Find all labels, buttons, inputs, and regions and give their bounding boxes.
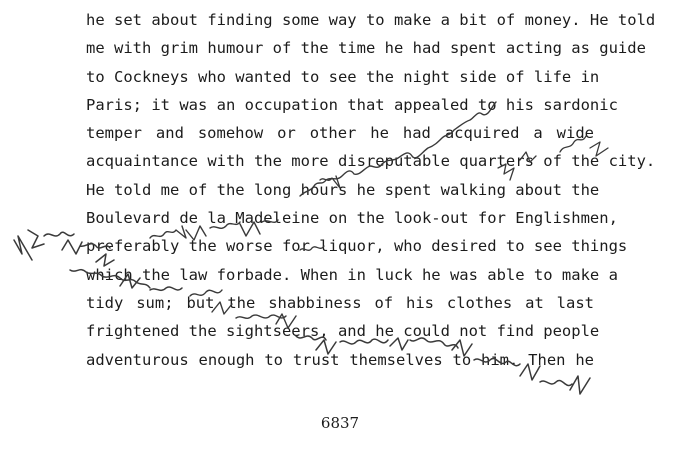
body-text (86, 6, 656, 374)
text-line: He told me of the long hours he spent walking about the (86, 180, 600, 199)
text-line: he set about finding some way to make a bit of money. He told (86, 11, 656, 29)
text-line: Paris; it was an occupation that appealed to his sardonic (86, 95, 618, 114)
text-line: adventurous enough to trust themselves to him. Then he (86, 350, 594, 369)
text-line: tidy sum; but the shabbiness of his clothes at last (86, 293, 594, 312)
page-number: 6837 (320, 414, 360, 432)
text-line: to Cockneys who wanted to see the night side of life in (86, 67, 600, 86)
text-line: frightened the sightseers, and he could not find people (86, 322, 600, 341)
text-line: me with grim humour of the time he had spent acting as guide (86, 39, 646, 58)
text-line: preferably the worse for liquor, who desired to see things (86, 237, 628, 256)
text-line: temper and somehow or other he had acquired a wide (86, 124, 594, 143)
text-line: which the law forbade. When in luck he was able to make a (86, 265, 618, 284)
text-line: acquaintance with the more disreputable quarters of the city. (86, 152, 656, 171)
text-line: Boulevard de la Madeleine on the look-out for Englishmen, (86, 209, 618, 228)
